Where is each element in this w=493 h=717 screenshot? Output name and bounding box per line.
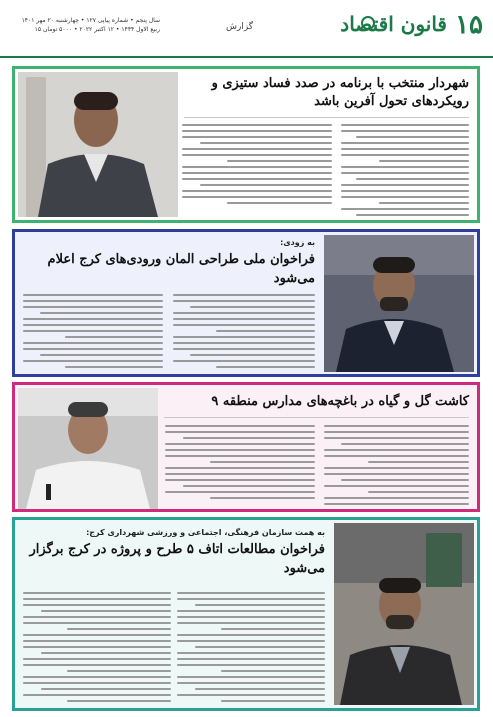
issue-info [10,16,160,34]
article-kicker: به همت سازمان فرهنگی، اجتماعی و ورزشی شهرداری کرج: [86,528,325,537]
article-mayor-corruption [12,66,480,223]
article-photo [334,523,474,705]
article-karaj-projects [12,517,480,711]
article-photo [18,72,178,217]
article-body [23,592,171,706]
page-number: ۱۵ [455,10,483,40]
article-kicker: به زودی: [280,238,315,247]
article-body [182,124,332,208]
divider [164,417,469,418]
article-school-gardens [12,382,480,512]
issue-info-line: سال پنجم • شماره پیاپی ۱۲۷ • چهارشنبه ۲۰ مهر ۱۴۰۱ [21,17,160,24]
newspaper-logo: قانون اقتصاد [340,12,447,36]
article-body [165,425,315,503]
article-headline: شهردار منتخب با برنامه در صدد فساد ستیزی و رویکردهای تحول آفرین باشد [211,76,469,109]
article-headline: کاشت گل و گیاه در باغچه‌های مدارس منطقه ۹ [211,394,469,409]
article-karaj-gates [12,229,480,377]
article-body [341,124,469,220]
article-body [23,294,163,372]
article-headline: فراخوان مطالعات اتاف ۵ طرح و پروژه در کرج برگزار می‌شود [29,542,325,576]
article-body [324,425,469,509]
issue-info-line: ۱۵ ربیع الاول ۱۴۴۴ • ۱۲ اکتبر ۲۰۲۲ • ۵۰۰۰ تومان [34,26,160,33]
article-body [173,294,315,372]
divider [184,117,469,118]
article-headline: فراخوان ملی طراحی المان ورودی‌های کرج اعلام می‌شود [47,252,315,286]
masthead [0,0,493,58]
article-body [177,592,325,706]
section-label: گزارش [226,22,254,32]
article-photo [18,388,158,509]
article-photo [324,235,474,372]
